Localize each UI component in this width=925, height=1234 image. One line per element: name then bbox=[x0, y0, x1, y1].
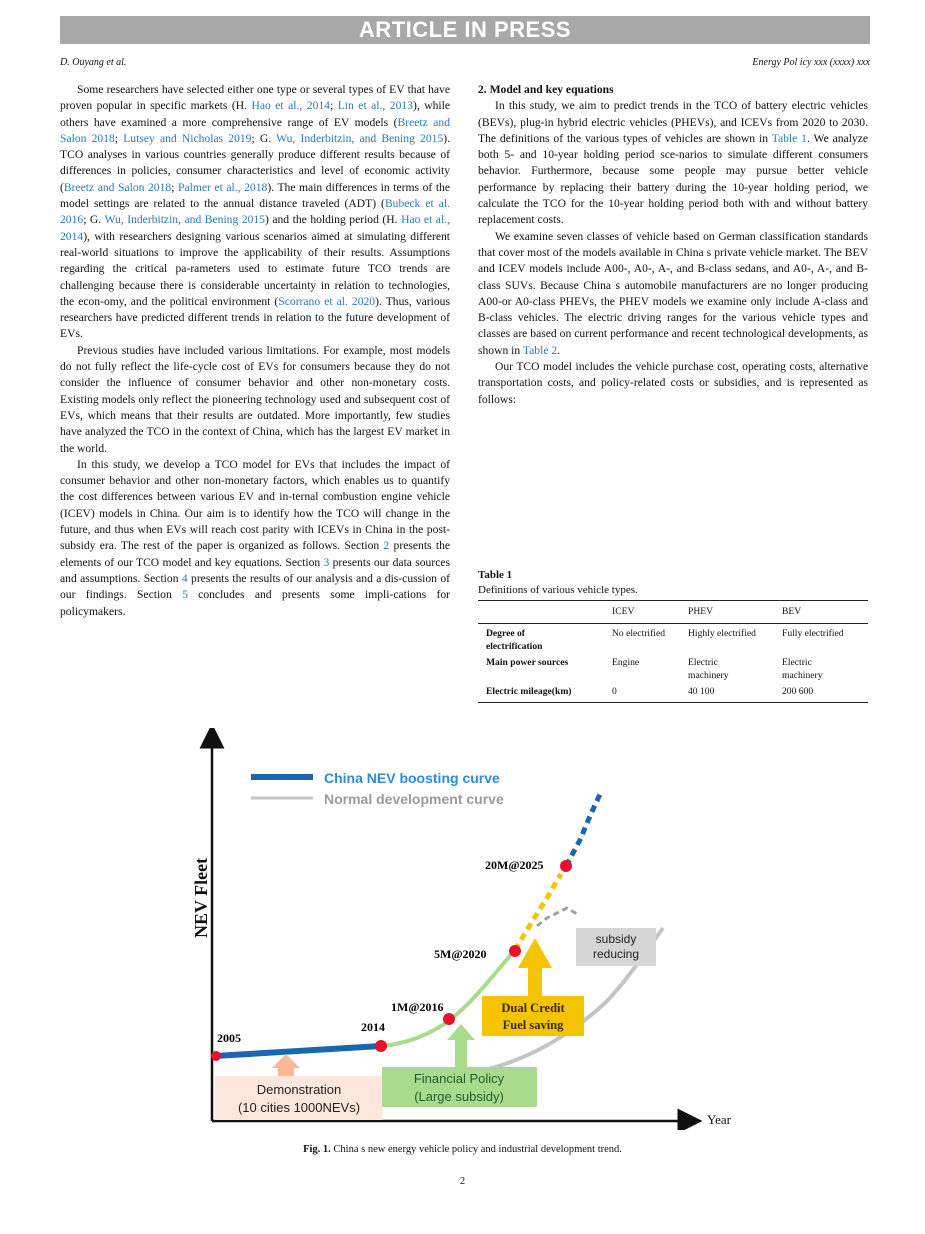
table-row bbox=[478, 653, 868, 682]
section-link[interactable]: 5 bbox=[182, 588, 188, 602]
dual-credit-arrow bbox=[518, 938, 552, 996]
financial-policy-label-1: Financial Policy bbox=[413, 1071, 505, 1086]
subsidy-reducing-label-1: subsidy bbox=[595, 932, 637, 946]
financial-policy-label-2: (Large subsidy) bbox=[414, 1089, 504, 1104]
citation-link[interactable]: Hao et al., 2014 bbox=[60, 213, 450, 243]
section-heading: 2. Model and key equations bbox=[478, 83, 614, 96]
citation-link[interactable]: Wu, Inderbitzin, and Bening 2015 bbox=[276, 131, 444, 145]
figure-caption bbox=[0, 1144, 925, 1155]
table-header-cell bbox=[478, 601, 612, 624]
table-cell: No electrified bbox=[612, 628, 666, 639]
running-header-journal: Energy Pol icy xxx (xxxx) xxx bbox=[752, 57, 870, 68]
right-paragraph-1: In this study, we aim to predict trends in the TCO of battery electric vehicles (BEVs), plug-in hybrid electric vehicles (PHEVs), and ICEVs from 2020 to 2030. The definitions of the various types of vehicles are shown in Table 1. We analyze both 5- and 10-year holding period sce-narios to simulate different consumers behavior. Furthermore, because some people may pursue better vehicle performance by replacing their battery during the 10-year holding period, we calculate the TCO for the 10-year holding period both with and without battery replacement costs. bbox=[478, 99, 869, 227]
financial-policy-arrow bbox=[447, 1024, 475, 1067]
citation-link[interactable]: Palmer et al., 2018 bbox=[178, 180, 268, 194]
figure-label: Fig. 1. bbox=[303, 1144, 331, 1155]
citation-link[interactable]: Lin et al., 2013 bbox=[337, 99, 413, 113]
citation-link[interactable]: Hao et al., 2014 bbox=[251, 99, 330, 113]
gray-dashed-projection bbox=[537, 908, 577, 926]
article-in-press-banner: ARTICLE IN PRESS bbox=[60, 16, 870, 44]
section-link[interactable]: 4 bbox=[181, 571, 188, 585]
table-cell: Highly electrified bbox=[688, 628, 756, 639]
table-header-row bbox=[478, 601, 868, 624]
point-2014 bbox=[375, 1040, 387, 1052]
section-link[interactable]: 3 bbox=[323, 555, 330, 569]
table-link[interactable]: Table 1 bbox=[771, 131, 807, 145]
y-axis-label: NEV Fleet bbox=[191, 857, 211, 938]
label-1m-2016: 1M@2016 bbox=[391, 1000, 444, 1014]
row-header: Electric mileage(km) bbox=[478, 682, 612, 703]
vehicle-types-table bbox=[478, 600, 868, 703]
demonstration-label-1: Demonstration bbox=[256, 1082, 342, 1097]
point-2025 bbox=[560, 860, 572, 872]
left-paragraph-1: Some researchers have selected either one type or several types of EV that have proven popular in specific markets (H. Hao et al., 2014; Lin et al., 2013), while others have examined a more comprehensive range of EV models (Breetz and Salon 2018; Lutsey and Nicholas 2019; G. Wu, Inderbitzin, and Bening 2015). TCO analyses in various countries generally produce different results because of differences in policies, consumer characteristics and level of economic activity (Breetz and Salon 2018; Palmer et al., 2018). The main differences in terms of the model settings are related to the annual distance traveled (ADT) (Bubeck et al. 2016; G. Wu, Inderbitzin, and Bening 2015) and the holding period (H. Hao et al., 2014), with researchers designing various scenarios aimed at simulating different real-world situations to improve the applicability of their results. Assumptions regarding the critical pa-rameters used to estimate future TCO trends are challenging because there is considerable uncertainty in relation to technologies, the econ-omy, and the political environment (Scorrano et al. 2020). Thus, various researchers have predicted different trends in relation to the future development of EVs. bbox=[60, 83, 451, 341]
table-row bbox=[478, 682, 868, 703]
table-title: Definitions of various vehicle types. bbox=[478, 584, 638, 596]
row-header: Degree of electrification bbox=[486, 628, 543, 652]
table-cell: Engine bbox=[612, 657, 640, 668]
point-2005 bbox=[211, 1051, 221, 1061]
table-caption bbox=[478, 568, 638, 598]
subsidy-reducing-label-2: reducing bbox=[592, 947, 640, 961]
citation-link[interactable]: Wu, Inderbitzin, and Bening 2015 bbox=[104, 213, 265, 227]
table-cell: Electric machinery bbox=[688, 657, 729, 681]
label-2005: 2005 bbox=[217, 1031, 241, 1045]
table-row bbox=[478, 624, 868, 654]
page-number: 2 bbox=[459, 1176, 466, 1187]
label-5m-2020: 5M@2020 bbox=[434, 947, 487, 961]
citation-link[interactable]: Scorrano et al. 2020 bbox=[278, 294, 376, 308]
right-paragraph-3: Our TCO model includes the vehicle purchase cost, operating costs, alternative transportation costs, and policy-related costs or subsidies, and is represented as follows: bbox=[478, 360, 868, 406]
demonstration-arrow bbox=[272, 1054, 300, 1076]
right-paragraph-2: We examine seven classes of vehicle based on German classification standards that cover most of the models available in China s private vehicle market. The BEV and ICEV models include A00-, A0-, A-, and B-class sedans, and A0-, A-, and B-class SUVs. Because China s automobile manufacturers are no longer producing A00-or A0-class PHEVs, the PHEV models we examine only include A-class and B-class vehicles. The electric driving ranges for the various vehicle types and classes are based on current performance and recent technological developments, as shown in Table 2. bbox=[478, 229, 868, 357]
point-2016 bbox=[443, 1013, 455, 1025]
left-paragraph-3: In this study, we develop a TCO model for EVs that includes the impact of consumer behavior and other non-monetary factors, which enables us to quantify the cost differences between various EV and in-ternal combustion engine vehicle (ICEV) models in China. Our aim is to identify how the TCO will change in the future, and thus when EVs will reach cost parity with ICEVs in China in the post-subsidy era. The rest of the paper is organized as follows. Section 2 presents the elements of our TCO model and key equations. Section 3 presents our data sources and assumptions. Section 4 presents the results of our analysis and a dis-cussion of our findings. Section 5 concludes and presents some impli-cations for policymakers. bbox=[60, 457, 451, 618]
running-header-authors: D. Ouyang et al. bbox=[60, 57, 127, 68]
label-20m-2025: 20M@2025 bbox=[485, 858, 544, 872]
table-cell: 40 100 bbox=[688, 682, 782, 703]
citation-link[interactable]: Lutsey and Nicholas 2019 bbox=[123, 131, 252, 145]
table-cell: 0 bbox=[612, 682, 688, 703]
blue-curve-segment bbox=[215, 1046, 381, 1056]
citation-link[interactable]: Bubeck et al. 2016 bbox=[60, 197, 450, 227]
left-column bbox=[60, 82, 450, 620]
table-cell: Electric machinery bbox=[782, 657, 823, 681]
dual-credit-label-2: Fuel saving bbox=[502, 1018, 564, 1032]
citation-link[interactable]: Breetz and Salon 2018 bbox=[60, 115, 450, 145]
table-header-cell: BEV bbox=[782, 601, 868, 624]
label-2014: 2014 bbox=[361, 1020, 385, 1034]
table-label: Table 1 bbox=[478, 569, 513, 581]
table-header-cell: PHEV bbox=[688, 601, 782, 624]
blue-dashed-curve bbox=[566, 792, 601, 866]
point-2020 bbox=[509, 945, 521, 957]
table-cell: Fully electrified bbox=[782, 628, 844, 639]
row-header: Main power sources bbox=[486, 657, 569, 668]
figure-caption-text: China s new energy vehicle policy and industrial development trend. bbox=[330, 1144, 622, 1155]
legend-gray-label: Normal development curve bbox=[324, 791, 504, 807]
legend-blue-label: China NEV boosting curve bbox=[324, 770, 500, 786]
left-paragraph-2: Previous studies have included various limitations. For example, most models do not fully reflect the life-cycle cost of EVs for consumers because they do not consider the influence of consumer behavior and other non-monetary costs. Existing models only reflect the pioneering technology used and subsequent cost of EVs, which means that their results are outdated. More importantly, few studies have analyzed the TCO in the context of China, which has the largest EV market in the world. bbox=[60, 343, 450, 455]
table-cell: 200 600 bbox=[782, 682, 868, 703]
yellow-dashed-curve bbox=[515, 874, 561, 950]
section-link[interactable]: 2 bbox=[383, 539, 390, 553]
demonstration-label-2: (10 cities 1000NEVs) bbox=[237, 1100, 361, 1115]
right-column bbox=[478, 82, 868, 408]
x-axis-label: Year bbox=[707, 1112, 731, 1127]
table-link[interactable]: Table 2 bbox=[522, 343, 558, 357]
dual-credit-label-1: Dual Credit bbox=[501, 1001, 565, 1015]
table-header-cell: ICEV bbox=[612, 601, 688, 624]
citation-link[interactable]: Breetz and Salon 2018 bbox=[63, 180, 172, 194]
nev-development-figure bbox=[185, 728, 745, 1130]
